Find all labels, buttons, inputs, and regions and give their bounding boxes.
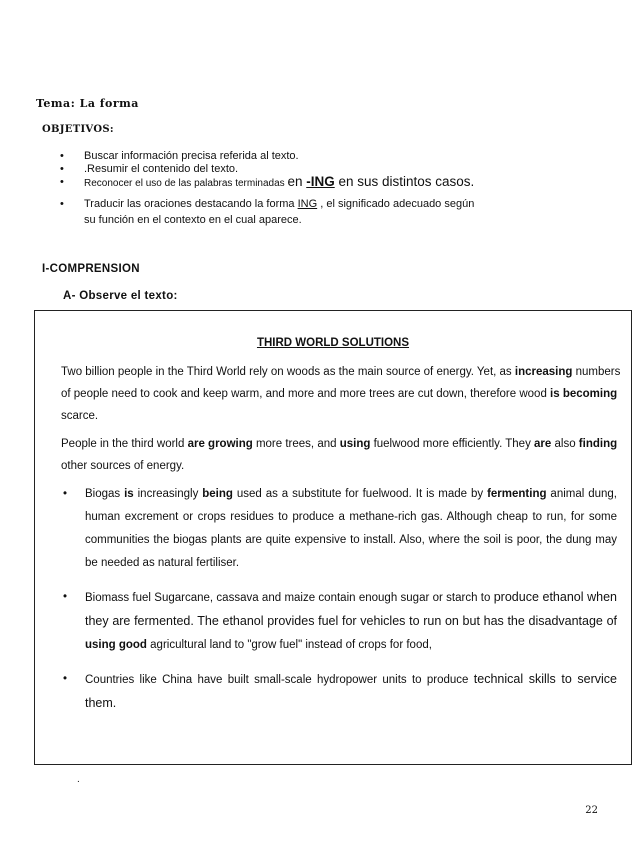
bullet-icon: •: [60, 198, 64, 210]
bullet-icon: •: [63, 591, 68, 603]
bullet-list: [55, 483, 617, 716]
highlight: using good: [85, 639, 147, 651]
objective-text: , el significado adecuado según: [317, 198, 475, 210]
paragraph: [61, 433, 621, 477]
article-title: THIRD WORLD SOLUTIONS: [256, 337, 410, 349]
text: Two billion people in the Third World rely on woods as the main source of energy. Yet, as: [61, 366, 515, 378]
list-item: [55, 586, 617, 657]
highlight: being: [202, 488, 233, 500]
highlight: are: [534, 438, 552, 450]
highlight: are growing: [187, 438, 253, 450]
objective-text: Reconocer el uso de las palabras terminadas: [84, 178, 288, 189]
objective-text: .Resumir el contenido del texto.: [84, 163, 239, 175]
text: Biomass fuel Sugarcane, cassava and maize contain enough sugar or starch to: [85, 592, 494, 604]
bullet-icon: •: [63, 488, 68, 500]
bullet-icon: •: [60, 176, 64, 188]
list-item: [55, 483, 617, 575]
text: animal dung, human excrement or crops residues to produce a methane-rich gas. Although cheap to run, for some communities the biogas plants are quite expensive to install. Also, where the soil is poor, the dung may be needed as natural fertiliser.: [85, 488, 618, 569]
text: technical skills to service them.: [85, 672, 618, 710]
list-item: [55, 668, 617, 716]
highlight: is: [124, 488, 134, 500]
text: produce ethanol when they are fermented. The ethanol provides fuel for vehicles to run on but has the disadvantage of: [85, 590, 617, 628]
text: used as a substitute for fuelwood. It is made by: [232, 488, 488, 500]
objective-text: en sus distintos casos.: [334, 174, 475, 189]
bullet-icon: •: [60, 163, 64, 175]
text: fuelwood more efficiently. They: [370, 438, 535, 450]
bullet-icon: •: [60, 150, 64, 162]
objective-text: Buscar información precisa referida al texto.: [84, 150, 299, 162]
text: Biogas: [85, 488, 125, 500]
ing-form: -ING: [306, 174, 335, 189]
bullet-icon: •: [63, 673, 68, 685]
paragraph: [61, 361, 621, 427]
text: other sources of energy.: [61, 460, 185, 472]
highlight: is becoming: [550, 388, 618, 400]
text: Countries like China have built small-scale hydropower units to produce: [85, 674, 474, 686]
text: agricultural land to "grow fuel" instead of crops for food,: [146, 639, 432, 651]
objective-text: su función en el contexto en el cual aparece.: [84, 214, 302, 226]
topic-title: Tema: La forma: [36, 97, 139, 110]
objective-text: en: [287, 174, 307, 189]
text: scarce.: [61, 410, 99, 422]
page-number: 22: [585, 805, 598, 816]
subsection-heading: A- Observe el texto:: [63, 290, 178, 302]
text: increasingly: [133, 488, 203, 500]
highlight: finding: [578, 438, 618, 450]
ing-form: ING: [297, 198, 318, 210]
section-heading: I-COMPRENSION: [42, 263, 140, 275]
text: more trees, and: [252, 438, 340, 450]
text: numbers of people need to cook and keep warm, and more and more trees are cut down, therefore wood: [61, 366, 621, 400]
objective-item: [60, 176, 580, 190]
objective-item: [60, 196, 580, 228]
highlight: fermenting: [487, 488, 547, 500]
objectives-heading: OBJETIVOS:: [42, 124, 114, 135]
highlight: increasing: [514, 366, 573, 378]
highlight: using: [339, 438, 371, 450]
objectives-list: [60, 150, 580, 228]
article-box: [34, 310, 632, 765]
objective-text: Traducir las oraciones destacando la forma: [84, 198, 298, 210]
stray-dot: .: [77, 774, 80, 785]
text: People in the third world: [61, 438, 188, 450]
objective-item: [60, 150, 580, 162]
text: also: [551, 438, 579, 450]
